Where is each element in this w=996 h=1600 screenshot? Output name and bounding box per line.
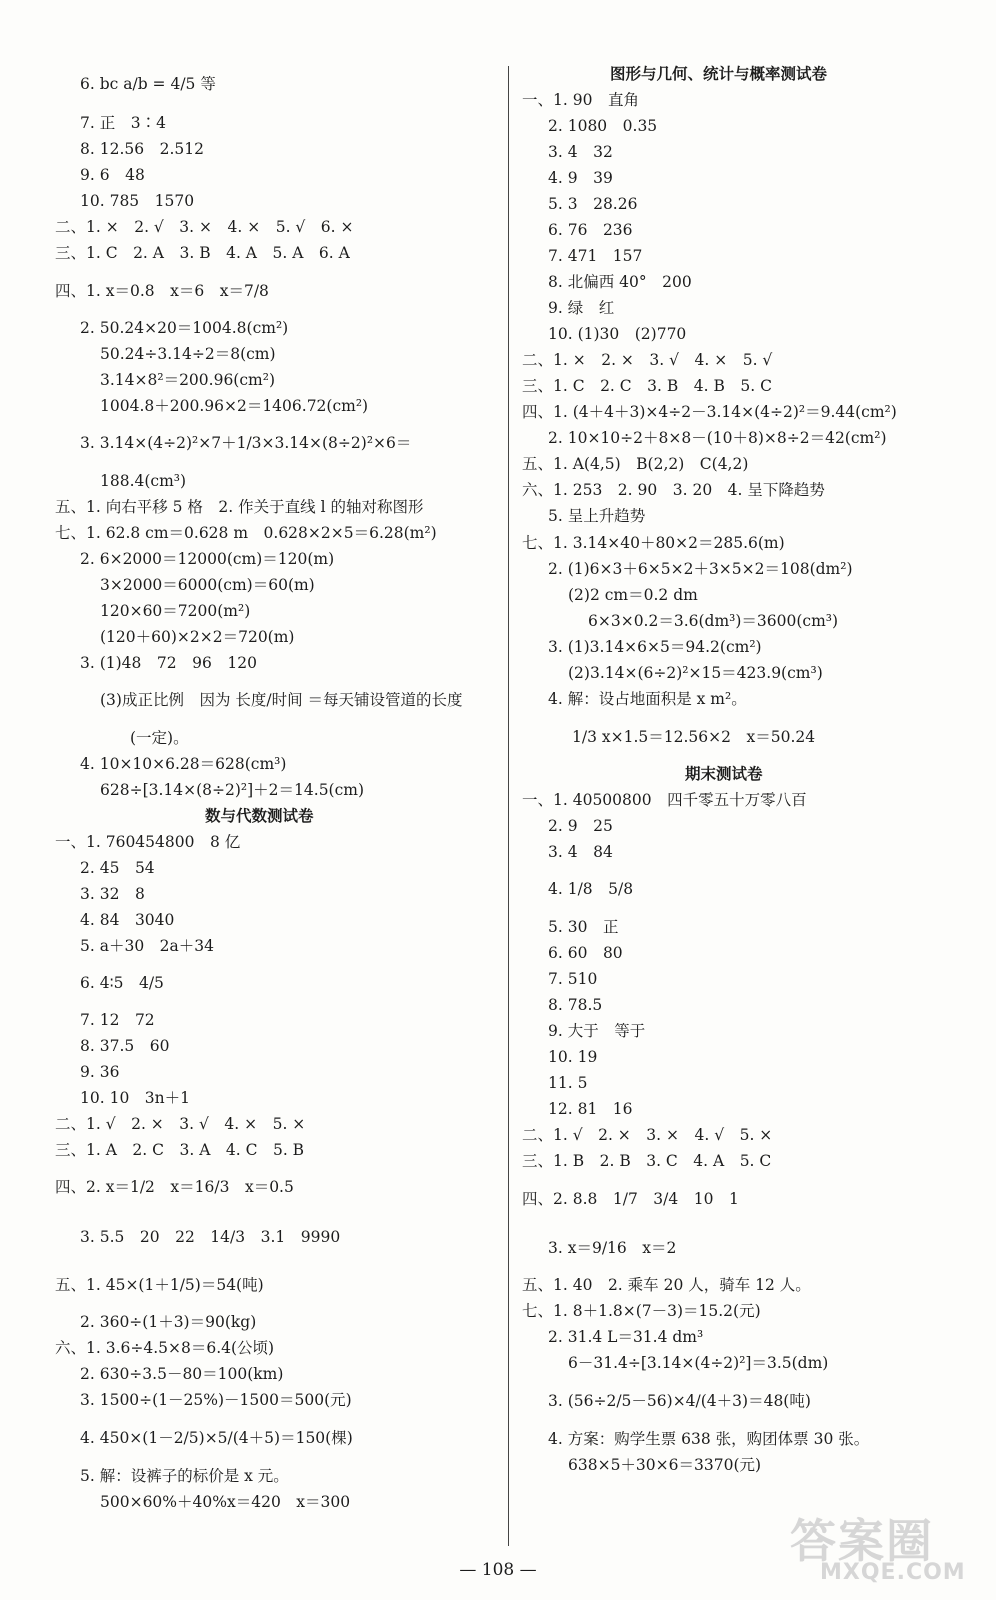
answer-line: 7. 12 72 [80,1011,155,1029]
answer-line: 2. 45 54 [80,859,155,877]
answer-line: 3. 5.5 20 22 14/3 3.1 9990 [80,1228,341,1246]
watermark-sub: MXQE.COM [820,1560,966,1585]
answer-line: 4. 1/8 5/8 [548,880,634,898]
answer-line: 三、1. C 2. A 3. B 4. A 5. A 6. A [55,244,350,262]
answer-line: 7. 正 3∶4 [80,114,166,132]
answer-line: 7. 471 157 [548,247,643,265]
answer-line: 二、1. × 2. √ 3. × 4. × 5. √ 6. × [55,218,354,236]
answer-line: 1/3 x×1.5＝12.56×2 x＝50.24 [572,728,816,746]
answer-line: 3. 4 84 [548,843,613,861]
answer-line: 5. 呈上升趋势 [548,507,646,525]
answer-line: 一、1. 40500800 四千零五十万零八百 [522,791,807,809]
answer-line: (一定)。 [130,729,189,747]
answer-line: 七、1. 3.14×40＋80×2＝285.6(m) [522,534,785,552]
answer-line: 三、1. A 2. C 3. A 4. C 5. B [55,1141,305,1159]
answer-line: 二、1. × 2. × 3. √ 4. × 5. √ [522,351,773,369]
answer-line: 50.24÷3.14÷2＝8(cm) [100,345,276,363]
answer-line: (2)3.14×(6÷2)²×15＝423.9(cm³) [568,664,823,682]
answer-line: 4. 10×10×6.28＝628(cm³) [80,755,287,773]
answer-line: 六、1. 253 2. 90 3. 20 4. 呈下降趋势 [522,481,825,499]
answer-line: 3. 4 32 [548,143,613,161]
answer-line: 五、1. A(4,5) B(2,2) C(4,2) [522,455,749,473]
answer-line: 三、1. C 2. C 3. B 4. B 5. C [522,377,772,395]
section-title: 图形与几何、统计与概率测试卷 [610,65,828,83]
answer-line: (3)成正比例 因为 长度/时间 ＝每天铺设管道的长度 [100,691,463,709]
answer-line: 10. 10 3n＋1 [80,1089,191,1107]
answer-line: 四、2. 8.8 1/7 3/4 10 1 [522,1190,739,1208]
answer-line: 四、2. x＝1/2 x＝16/3 x＝0.5 [55,1178,294,1196]
answer-line: 3. (56÷2/5－56)×4/(4＋3)＝48(吨) [548,1392,811,1410]
answer-line: 3. (1)3.14×6×5＝94.2(cm²) [548,638,762,656]
answer-line: 七、1. 8＋1.8×(7－3)＝15.2(元) [522,1302,761,1320]
answer-line: 2. 10×10÷2＋8×8－(10＋8)×8÷2＝42(cm²) [548,429,887,447]
answer-line: 3.14×8²＝200.96(cm²) [100,371,275,389]
answer-line: 8. 78.5 [548,996,603,1014]
answer-line: 3. 1500÷(1－25%)－1500＝500(元) [80,1391,352,1409]
watermark-main: 答案圈 [790,1514,934,1568]
answer-line: 12. 81 16 [548,1100,633,1118]
answer-line: 四、1. (4＋4＋3)×4÷2－3.14×(4÷2)²＝9.44(cm²) [522,403,897,421]
answer-line: 一、1. 90 直角 [522,91,639,109]
answer-line: 2. 1080 0.35 [548,117,658,135]
column-divider [508,66,509,1546]
answer-line: 8. 37.5 60 [80,1037,170,1055]
answer-line: 9. 大于 等于 [548,1022,646,1040]
answer-line: 11. 5 [548,1074,588,1092]
section-title: 数与代数测试卷 [205,807,314,825]
answer-line: 6. 4∶5 4/5 [80,974,164,992]
answer-line: 5. 30 正 [548,918,619,936]
answer-line: (2)2 cm＝0.2 dm [568,586,698,604]
answer-line: 3×2000＝6000(cm)＝60(m) [100,576,315,594]
answer-line: 500×60%＋40%x＝420 x＝300 [100,1493,351,1511]
answer-line: 4. 84 3040 [80,911,175,929]
section-title: 期末测试卷 [685,765,763,783]
answer-line: 2. 50.24×20＝1004.8(cm²) [80,319,289,337]
answer-line: 4. 方案：购学生票 638 张，购团体票 30 张。 [548,1430,870,1448]
answer-line: 5. a＋30 2a＋34 [80,937,215,955]
answer-line: 4. 解：设占地面积是 x m²。 [548,690,747,708]
answer-line: 9. 绿 红 [548,299,615,317]
answer-line: 188.4(cm³) [100,472,187,490]
answer-line: 二、1. √ 2. × 3. × 4. √ 5. × [522,1126,773,1144]
answer-line: 2. 630÷3.5－80＝100(km) [80,1365,284,1383]
answer-line: (120＋60)×2×2＝720(m) [100,628,295,646]
answer-line: 6. bc a/b = 4/5 等 [80,75,216,93]
answer-line: 五、1. 45×(1＋1/5)＝54(吨) [55,1276,264,1294]
answer-line: 2. (1)6×3＋6×5×2＋3×5×2＝108(dm²) [548,560,853,578]
answer-line: 4. 450×(1－2/5)×5/(4＋5)＝150(棵) [80,1429,353,1447]
answer-line: 8. 北偏西 40° 200 [548,273,692,291]
answer-line: 638×5＋30×6＝3370(元) [568,1456,762,1474]
page-number: — 108 — [459,1560,537,1580]
answer-line: 2. 360÷(1＋3)＝90(kg) [80,1313,257,1331]
answer-line: 9. 36 [80,1063,120,1081]
answer-line: 3. 3.14×(4÷2)²×7＋1/3×3.14×(8÷2)²×6＝ [80,434,412,452]
answer-line: 2. 9 25 [548,817,613,835]
answer-line: 五、1. 40 2. 乘车 20 人，骑车 12 人。 [522,1276,811,1294]
watermark-logo [770,1505,990,1595]
answer-line: 8. 12.56 2.512 [80,140,204,158]
answer-line: 6－31.4÷[3.14×(4÷2)²]＝3.5(dm) [568,1354,829,1372]
answer-line: 10. 19 [548,1048,598,1066]
answer-line: 10. 785 1570 [80,192,195,210]
answer-line: 628÷[3.14×(8÷2)²]＋2＝14.5(cm) [100,781,365,799]
answer-line: 3. 32 8 [80,885,145,903]
answer-line: 三、1. B 2. B 3. C 4. A 5. C [522,1152,772,1170]
answer-line: 120×60＝7200(m²) [100,602,251,620]
answer-line: 一、1. 760454800 8 亿 [55,833,241,851]
answer-line: 四、1. x＝0.8 x＝6 x＝7/8 [55,282,269,300]
answer-line: 4. 9 39 [548,169,613,187]
answer-line: 3. (1)48 72 96 120 [80,654,257,672]
answer-line: 六、1. 3.6÷4.5×8＝6.4(公顷) [55,1339,275,1357]
answer-line: 二、1. √ 2. × 3. √ 4. × 5. × [55,1115,306,1133]
answer-line: 5. 解：设裤子的标价是 x 元。 [80,1467,289,1485]
answer-line: 6. 76 236 [548,221,633,239]
answer-line: 10. (1)30 (2)770 [548,325,687,343]
answer-line: 2. 6×2000＝12000(cm)＝120(m) [80,550,335,568]
answer-line: 6. 60 80 [548,944,623,962]
answer-line: 9. 6 48 [80,166,145,184]
answer-line: 五、1. 向右平移 5 格 2. 作关于直线 l 的轴对称图形 [55,498,424,516]
answer-line: 6×3×0.2＝3.6(dm³)＝3600(cm³) [588,612,839,630]
answer-line: 1004.8＋200.96×2＝1406.72(cm²) [100,397,369,415]
answer-line: 七、1. 62.8 cm＝0.628 m 0.628×2×5＝6.28(m²) [55,524,437,542]
answer-line: 5. 3 28.26 [548,195,638,213]
answer-line: 3. x＝9/16 x＝2 [548,1239,677,1257]
answer-line: 7. 510 [548,970,598,988]
answer-line: 2. 31.4 L＝31.4 dm³ [548,1328,704,1346]
